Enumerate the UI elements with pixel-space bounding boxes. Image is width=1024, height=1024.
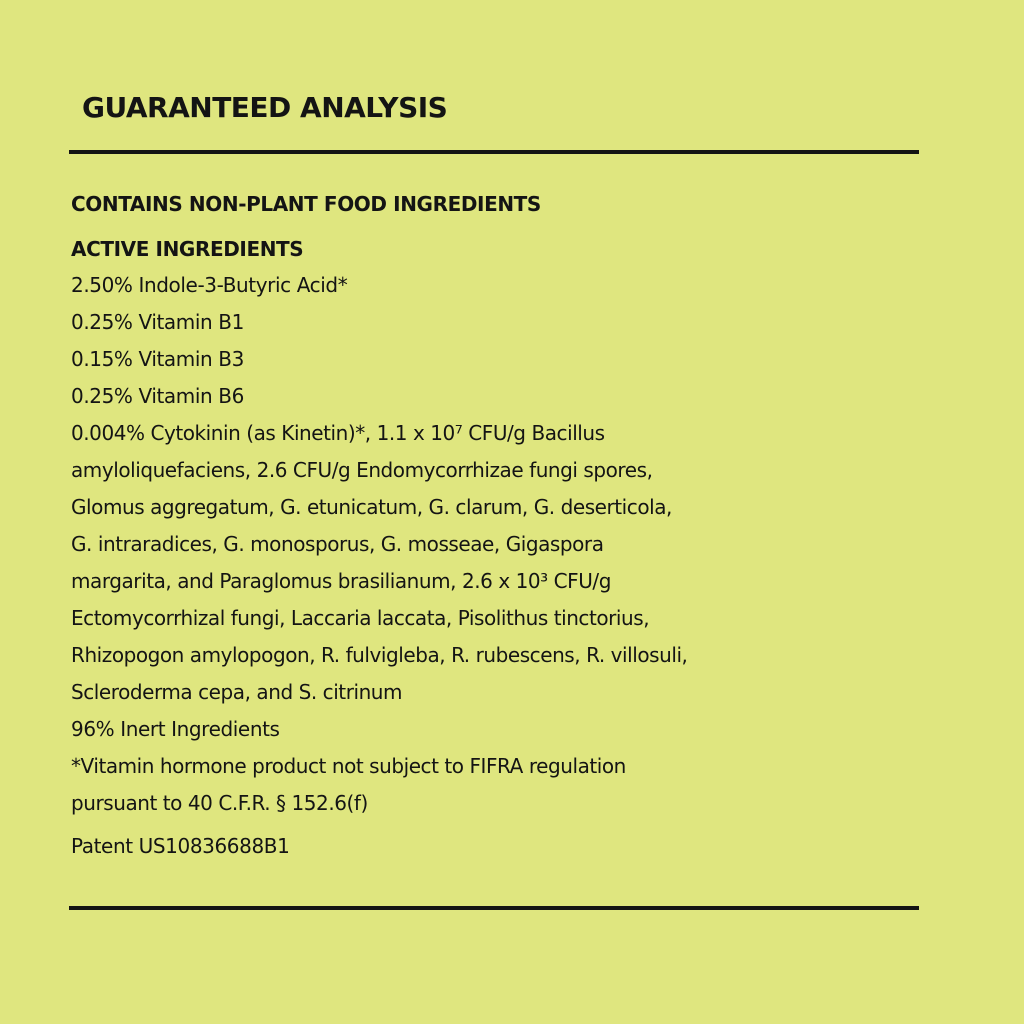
active-ingredients-heading: ACTIVE INGREDIENTS xyxy=(71,237,304,261)
microbial-ingredients-text: 0.004% Cytokinin (as Kinetin)*, 1.1 x 10⁷ CFU/g Bacillus amyloliquefaciens, 2.6 CFU/g Endomycorrhizae fungi spores, Glomus aggregatum, G. etunicatum, G. clarum, G. deserticola, G. intraradices, G. monosporus, G. mosseae, Gigaspora margarita, and Paraglomus brasilianum, 2.6 x 10³ CFU/g Ectomycorrhizal fungi, Laccaria laccata, Pisolithus tinctorius, Rhizopogon amylopogon, R. fulvigleba, R. rubescens, R. villosuli, Scleroderma cepa, and S. citrinum xyxy=(71,421,688,704)
ingredient-line: 0.15% Vitamin B3 xyxy=(71,347,244,371)
contains-heading: CONTAINS NON-PLANT FOOD INGREDIENTS xyxy=(71,192,541,216)
inert-ingredients-line: 96% Inert Ingredients xyxy=(71,717,280,741)
analysis-content xyxy=(71,186,871,865)
ingredient-line: 0.25% Vitamin B6 xyxy=(71,384,244,408)
ingredient-line: 0.25% Vitamin B1 xyxy=(71,310,244,334)
top-divider xyxy=(69,150,919,154)
ingredient-line: 2.50% Indole-3-Butyric Acid* xyxy=(71,273,348,297)
bottom-divider xyxy=(69,906,919,910)
page-title: GUARANTEED ANALYSIS xyxy=(82,91,448,124)
patent-number: Patent US10836688B1 xyxy=(71,834,290,858)
footnote-text: *Vitamin hormone product not subject to FIFRA regulation pursuant to 40 C.F.R. § 152.6(f) xyxy=(71,754,626,815)
